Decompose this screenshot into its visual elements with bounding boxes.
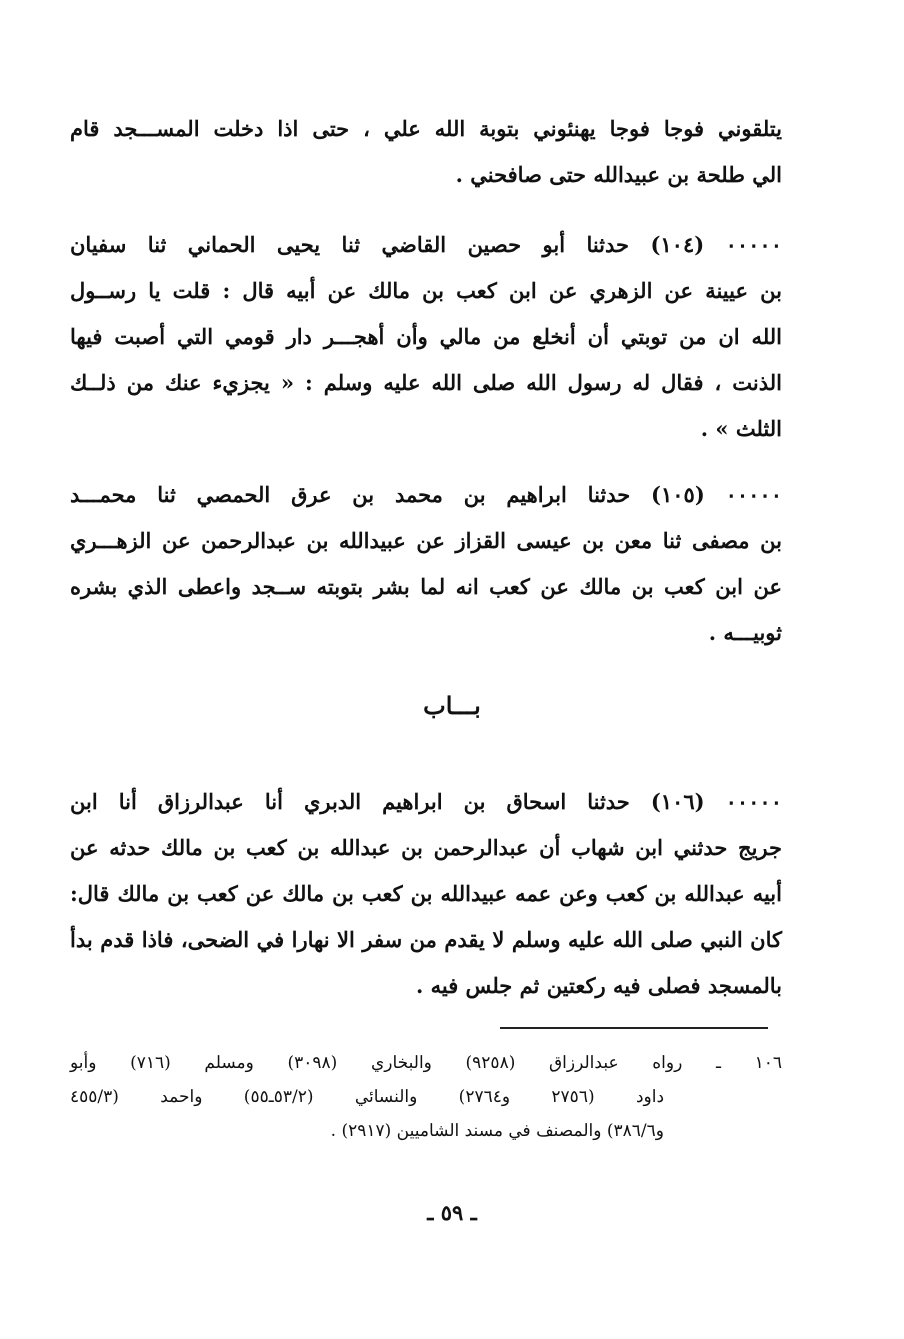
text-line: جريج حدثني ابن شهاب أن عبدالرحمن بن عبدالله بن كعب بن مالك حدثه عن bbox=[70, 835, 782, 860]
footnote-line: ١٠٦ ـ رواه عبدالرزاق (٩٢٥٨) والبخاري (٣٠٩٨) ومسلم (٧١٦) وأبو bbox=[70, 1053, 782, 1073]
footnote-line: داود (٢٧٥٦ و٢٧٦٤) والنسائي (٥٣/٢ـ٥٥) واحمد (٤٥٥/٣ bbox=[70, 1087, 665, 1107]
text-line: بن مصفى ثنا معن بن عيسى القزاز عن عبيدالله بن عبدالرحمن عن الزهـــري bbox=[70, 528, 782, 553]
text-line: ٠٠٠٠٠ (١٠٦) حدثنا اسحاق بن ابراهيم الدبري أنا عبدالرزاق أنا ابن bbox=[70, 789, 782, 814]
text-line: الي طلحة بن عبيدالله حتى صافحني . bbox=[455, 162, 782, 187]
text-line: ثوبيـــه . bbox=[708, 620, 782, 645]
paragraph-hadith-106 bbox=[70, 779, 782, 1009]
text-line: عن ابن كعب بن مالك عن كعب انه لما بشر بتوبته ســجد واعطى الذي بشره bbox=[70, 574, 782, 599]
text-line: يتلقوني فوجا فوجا يهنئوني بتوبة الله علي ، حتى اذا دخلت المســـجد قام bbox=[70, 116, 782, 141]
text-line: أبيه عبدالله بن كعب وعن عمه عبيدالله بن كعب بن مالك عن كعب بن مالك قال: bbox=[70, 881, 782, 906]
paragraph-1 bbox=[70, 106, 782, 198]
footnote-line: و٣٨٦/٦) والمصنف في مسند الشاميين (٢٩١٧) . bbox=[330, 1121, 664, 1141]
page-number: ـ ٥٩ ـ bbox=[427, 1200, 477, 1225]
footnote-divider bbox=[500, 1027, 768, 1029]
text-line: بالمسجد فصلى فيه ركعتين ثم جلس فيه . bbox=[415, 973, 782, 998]
text-line: الثلث » . bbox=[700, 416, 782, 441]
text-line: بن عيينة عن الزهري عن ابن كعب بن مالك عن أبيه قال : قلت يا رســول bbox=[70, 278, 782, 303]
paragraph-hadith-105 bbox=[70, 472, 782, 656]
paragraph-hadith-104 bbox=[70, 222, 782, 452]
chapter-heading: بـــاب bbox=[423, 691, 481, 720]
text-line: ٠٠٠٠٠ (١٠٥) حدثنا ابراهيم بن محمد بن عرق الحمصي ثنا محمـــد bbox=[70, 482, 782, 507]
text-line: ٠٠٠٠٠ (١٠٤) حدثنا أبو حصين القاضي ثنا يحيى الحماني ثنا سفيان bbox=[70, 232, 782, 257]
text-line: الله ان من توبتي أن أنخلع من مالي وأن أهجـــر دار قومي التي أصبت فيها bbox=[70, 324, 782, 349]
footnote bbox=[70, 1046, 782, 1148]
text-line: الذنت ، فقال له رسول الله صلى الله عليه وسلم : « يجزيء عنك من ذلــك bbox=[70, 370, 782, 395]
text-line: كان النبي صلى الله عليه وسلم لا يقدم من سفر الا نهارا في الضحى، فاذا قدم بدأ bbox=[70, 927, 782, 952]
